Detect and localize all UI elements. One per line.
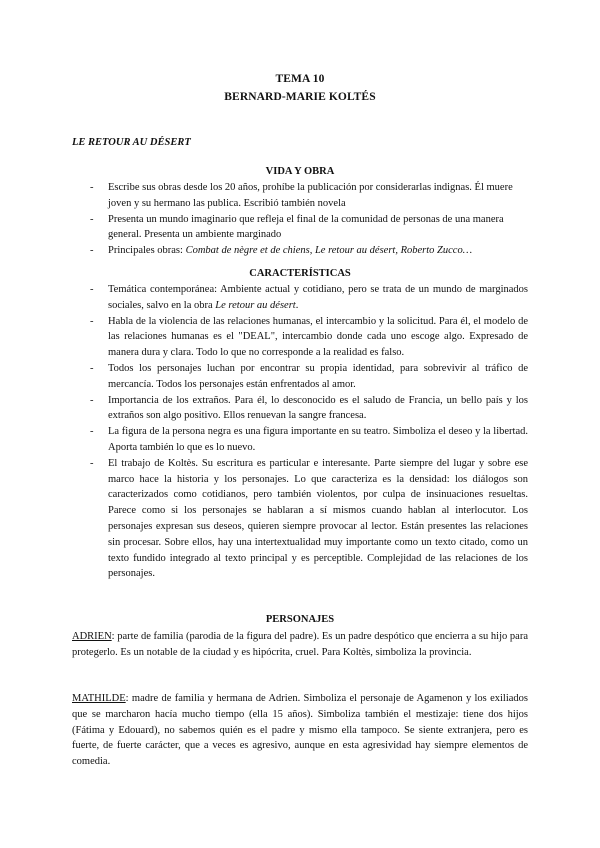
character-name: MATHILDE xyxy=(72,693,126,704)
work-title-inline: Le retour au désert xyxy=(215,299,296,311)
list-item xyxy=(72,424,528,456)
list-item xyxy=(72,361,528,393)
character-adrien xyxy=(72,629,528,661)
list-item xyxy=(72,456,528,582)
list-item xyxy=(72,180,528,212)
obras-titles: Combat de nègre et de chiens, Le retour au désert, Roberto Zucco… xyxy=(185,245,473,257)
dash-bullet: - xyxy=(90,284,94,295)
list-item xyxy=(72,243,528,259)
list-item xyxy=(72,212,528,244)
author-title: BERNARD-MARIE KOLTÉS xyxy=(224,91,376,103)
dash-bullet: - xyxy=(90,182,94,193)
list-item-text: Presenta un mundo imaginario que refleja el final de la comunidad de personas de una manera general. Presenta un ambiente marginado xyxy=(108,213,504,241)
dash-bullet: - xyxy=(90,213,94,225)
dash-bullet: - xyxy=(90,362,94,374)
list-item xyxy=(72,393,528,425)
character-description: : madre de familia y hermana de Adrien. Simboliza el personaje de Agamenon y los exiliados que se marcharon hacía mucho tiempo (ella 15 años). Simboliza también el mestizaje: tiene dos hijos (Fátima y Edouard), no sabemos quién es el padre y mismo ella tampoco. Se siente extranjera, pero es fuerte, de fuerte carácter, que a veces es agresivo, aunque en esta agresividad hay siempre elementos de comedia. xyxy=(72,693,528,768)
list-item-text: La figura de la persona negra es una figura importante en su teatro. Simboliza el deseo y la libertad. Aporta también lo que es lo nuevo. xyxy=(108,426,528,453)
caracteristicas-list xyxy=(72,282,528,582)
dash-bullet: - xyxy=(90,315,94,327)
list-item xyxy=(72,314,528,361)
vida-obra-list xyxy=(72,180,528,259)
tema-number: TEMA 10 xyxy=(275,73,325,85)
dash-bullet: - xyxy=(90,426,94,438)
list-item-text: Habla de la violencia de las relaciones humanas, el intercambio y la solicitud. Para él, el modelo de las relaciones humanas es el "DEAL", intercambio donde cada uno escoge algo. Expresado de manera dura y clara. Todo lo que no corresponde a la realidad es falso. xyxy=(108,315,528,359)
section-heading-personajes: PERSONAJES xyxy=(265,614,335,625)
dash-bullet: - xyxy=(90,245,94,257)
dash-bullet: - xyxy=(90,394,94,406)
list-item-end: . xyxy=(295,299,299,311)
section-heading-caracteristicas: CARACTERÍSTICAS xyxy=(249,268,351,279)
character-name: ADRIEN xyxy=(72,631,112,642)
character-description: : parte de familia (parodia de la figura del padre). Es un padre despótico que encierra a su hijo para protegerlo. Es un notable de la ciudad y es hipócrita, cruel. Para Koltès, simboliza la provincia. xyxy=(72,631,528,658)
obras-label: Principales obras: xyxy=(108,245,186,257)
work-title: LE RETOUR AU DÉSERT xyxy=(72,137,191,148)
dash-bullet: - xyxy=(90,457,94,469)
list-item-text: El trabajo de Koltès. Su escritura es particular e interesante. Parte siempre del lugar y sobre ese marco hace la historia y los personajes. Lo que caracteriza es la densidad: los diálogos son caracterizados como cotidianos, pero también violentos, por culpa de insinuaciones resueltas. Parece como si los personajes se hablaran a sí mismos cuando hablan al interlocutor. Los personajes expresan sus deseos, quieren siempre provocar al lector. Están presentes las relaciones sin procesar. Sobre ellos, hay una intertextualidad muy importante como un texto citado, como un texto fundido integrado al texto principal y es perceptible. Complejidad de las relaciones de los personajes. xyxy=(108,457,528,580)
section-heading-vida-obra: VIDA Y OBRA xyxy=(265,166,335,177)
list-item xyxy=(72,282,528,314)
list-item-text: Escribe sus obras desde los 20 años, prohíbe la publicación por considerarlas indignas. Él muere joven y su hermano las publica. Escribió también novela xyxy=(108,182,513,209)
list-item-text: Temática contemporánea: Ambiente actual y cotidiano, pero se trata de un mundo de marginados sociales, salvo en la obra xyxy=(108,284,528,311)
list-item-text: Importancia de los extraños. Para él, lo desconocido es el saludo de Francia, un bello país y los extraños son algo positivo. Ellos renuevan la sangre francesa. xyxy=(108,394,528,422)
character-mathilde xyxy=(72,691,528,770)
list-item-text: Todos los personajes luchan por encontrar su propia identidad, para sobrevivir al tráfico de mercancía. Todos los personajes están enfrentados al amor. xyxy=(108,362,528,390)
